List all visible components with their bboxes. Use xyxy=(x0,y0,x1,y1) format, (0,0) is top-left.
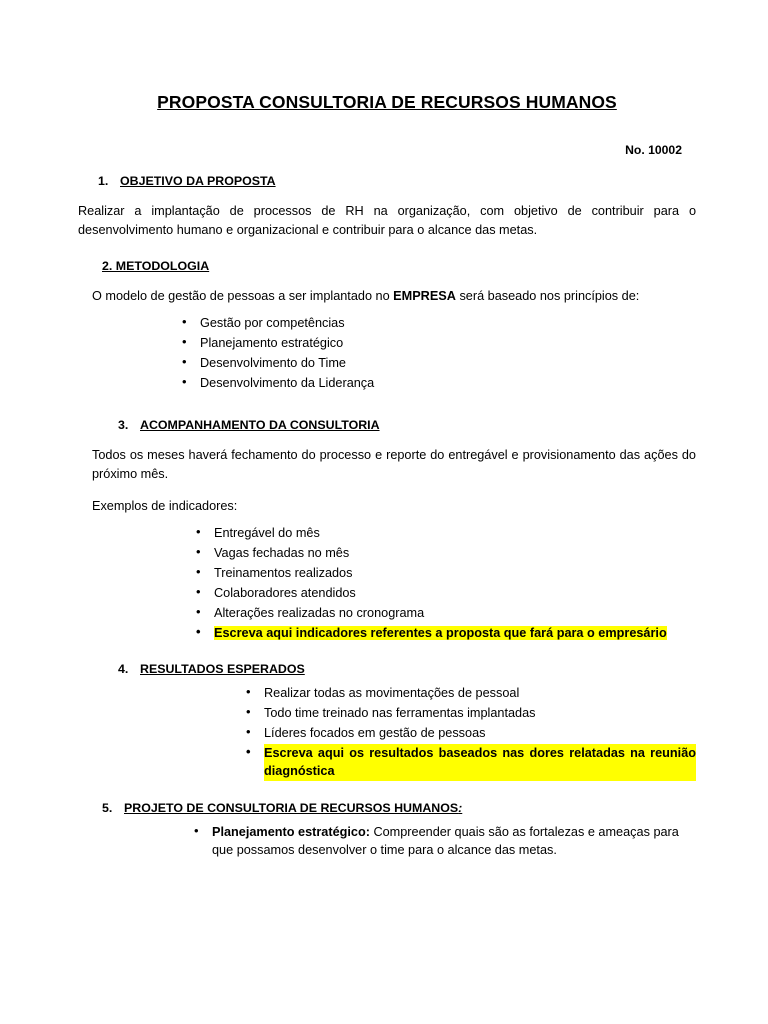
metodologia-lead-after: será baseado nos princípios de: xyxy=(455,289,640,304)
paragraph-acompanhamento: Todos os meses haverá fechamento do processo e reporte do entregável e provisionamento das ações do próximo mês. xyxy=(92,448,696,481)
section-heading-acompanhamento xyxy=(118,418,696,432)
paragraph-metodologia-lead xyxy=(92,287,696,306)
list-item: • Treinamentos realizados xyxy=(188,564,696,582)
list-item: • Colaboradores atendidos xyxy=(188,584,696,602)
list-item: • Gestão por competências xyxy=(174,314,696,332)
paragraph-objetivo: Realizar a implantação de processos de RH na organização, com objetivo de contribuir para o desenvolvimento humano e organizacional e contribuir para o alcance das metas. xyxy=(78,204,696,237)
list-metodologia xyxy=(174,314,696,392)
projeto-bullet-bold: Planejamento estratégico: xyxy=(212,824,370,839)
section-heading-metodologia: 2. METODOLOGIA xyxy=(102,259,210,274)
metodologia-empresa: EMPRESA xyxy=(393,289,456,304)
section-number-5: 5. xyxy=(102,800,113,815)
list-item: • Desenvolvimento da Liderança xyxy=(174,374,696,392)
list-item: • Líderes focados em gestão de pessoas xyxy=(238,724,696,742)
list-item: • Desenvolvimento do Time xyxy=(174,354,696,372)
section-number-1: 1. xyxy=(98,174,109,188)
list-item: • Vagas fechadas no mês xyxy=(188,544,696,562)
section-title-5: PROJETO DE CONSULTORIA DE RECURSOS HUMANOS xyxy=(124,800,459,815)
document-number: No. 10002 xyxy=(625,143,682,157)
section-heading-objetivo xyxy=(98,174,696,188)
metodologia-lead-before: O modelo de gestão de pessoas a ser implantado no xyxy=(92,289,394,304)
list-item-highlighted xyxy=(238,744,696,780)
highlighted-text: • Escreva aqui os resultados baseados nas dores relatadas na reunião diagnóstica xyxy=(264,744,696,780)
list-item: • Realizar todas as movimentações de pessoal xyxy=(238,684,696,702)
section-title-1: OBJETIVO DA PROPOSTA xyxy=(120,174,276,188)
section-number-4: 4. xyxy=(118,662,129,677)
section-heading-projeto xyxy=(102,801,696,815)
section-title-3: ACOMPANHAMENTO DA CONSULTORIA xyxy=(140,418,380,433)
highlighted-text: Escreva aqui indicadores referentes a proposta que fará para o empresário xyxy=(214,626,667,641)
label-exemplos-indicadores: Exemplos de indicadores: xyxy=(92,499,238,514)
list-indicadores xyxy=(188,524,696,642)
list-item: • Todo time treinado nas ferramentas implantadas xyxy=(238,704,696,722)
projeto-bullet-rest: Compreender quais são as fortalezas e ameaças para que possamos desenvolver o time para o alcance das metas. xyxy=(212,824,679,857)
list-item: • Alterações realizadas no cronograma xyxy=(188,604,696,622)
section-title-5-suffix: : xyxy=(458,800,463,815)
list-projeto xyxy=(186,823,696,859)
section-title-4: RESULTADOS ESPERADOS xyxy=(140,662,305,677)
list-item-highlighted xyxy=(188,624,696,642)
section-heading-resultados xyxy=(118,662,696,676)
list-item: • Planejamento estratégico xyxy=(174,334,696,352)
list-item: • Entregável do mês xyxy=(188,524,696,542)
section-number-3: 3. xyxy=(118,418,129,433)
list-resultados xyxy=(238,684,696,780)
list-item xyxy=(186,823,696,859)
page-title: PROPOSTA CONSULTORIA DE RECURSOS HUMANOS xyxy=(157,92,617,112)
